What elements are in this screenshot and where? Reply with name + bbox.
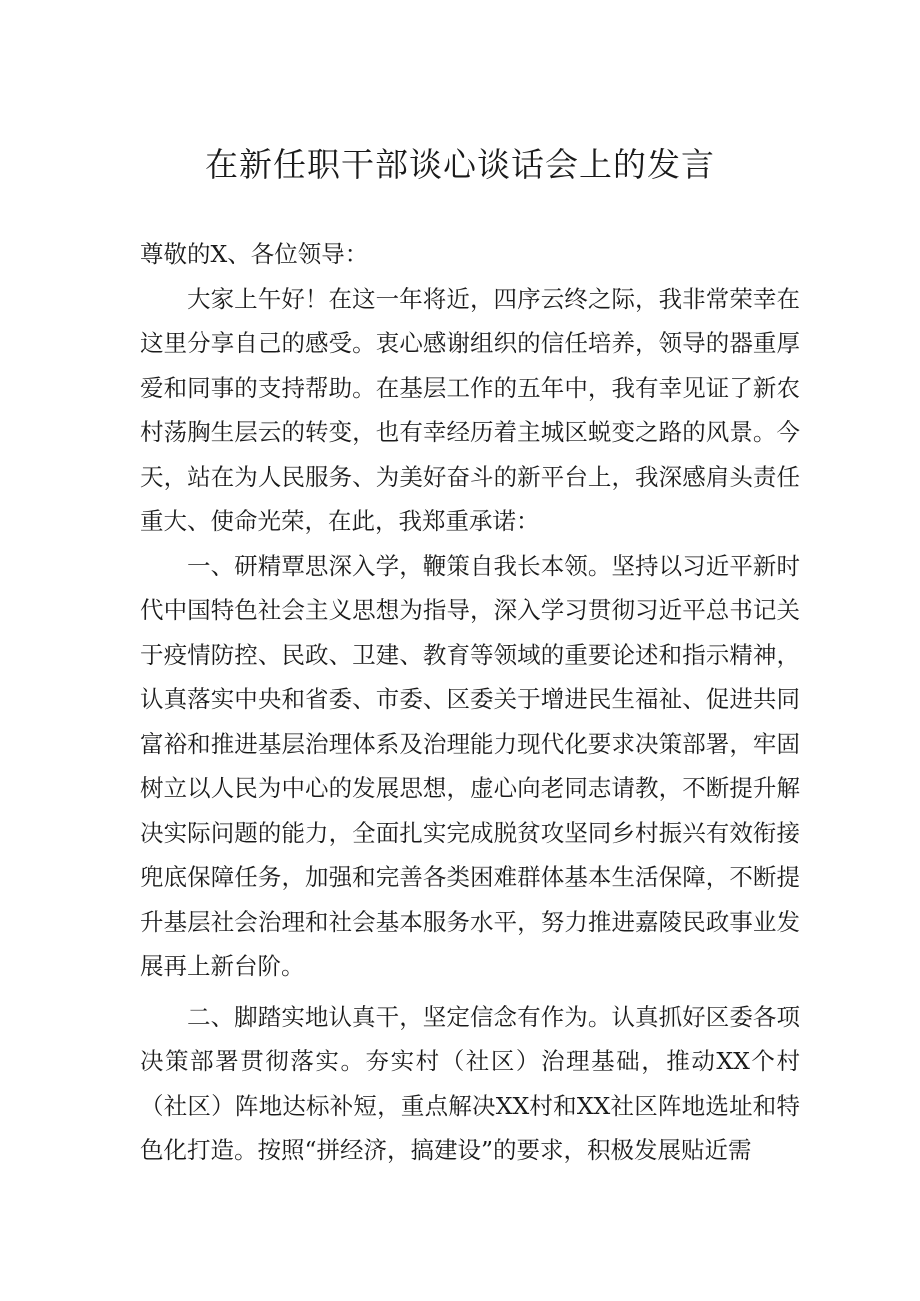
document-title: 在新任职干部谈心谈话会上的发言 xyxy=(205,145,715,184)
paragraph-point-one: 一、研精覃思深入学，鞭策自我长本领。坚持以习近平新时代中国特色社会主义思想为指导，深入学习贯彻习近平总书记关于疫情防控、民政、卫建、教育等领域的重要论述和指示精神，认真落实中央和省委、市委、区委关于增进民生福祉、促进共同富裕和推进基层治理体系及治理能力现代化要求决策部署，牢固树立以人民为中心的发展思想，虚心向老同志请教，不断提升解决实际问题的能力，全面扎实完成脱贫攻坚同乡村振兴有效衔接兜底保障任务，加强和完善各类困难群体基本生活保障，不断提升基层社会治理和社会基本服务水平，努力推进嘉陵民政事业发展再上新台阶。 xyxy=(140,551,800,980)
paragraph-point-two: 二、脚踏实地认真干，坚定信念有作为。认真抓好区委各项决策部署贯彻落实。夯实村（社区）治理基础，推动XX个村（社区）阵地达标补短，重点解决XX村和XX社区阵地选址和特色化打造。按照“拼经济，搞建设”的要求，积极发展贴近需 xyxy=(140,1002,800,1164)
document-body xyxy=(140,232,800,1173)
paragraph-opening: 大家上午好！在这一年将近，四序云终之际，我非常荣幸在这里分享自己的感受。衷心感谢组织的信任培养，领导的器重厚爱和同事的支持帮助。在基层工作的五年中，我有幸见证了新农村荡胸生层云的转变，也有幸经历着主城区蜕变之路的风景。今天，站在为人民服务、为美好奋斗的新平台上，我深感肩头责任重大、使命光荣，在此，我郑重承诺： xyxy=(140,284,800,535)
salutation: 尊敬的X、各位领导： xyxy=(140,240,369,268)
